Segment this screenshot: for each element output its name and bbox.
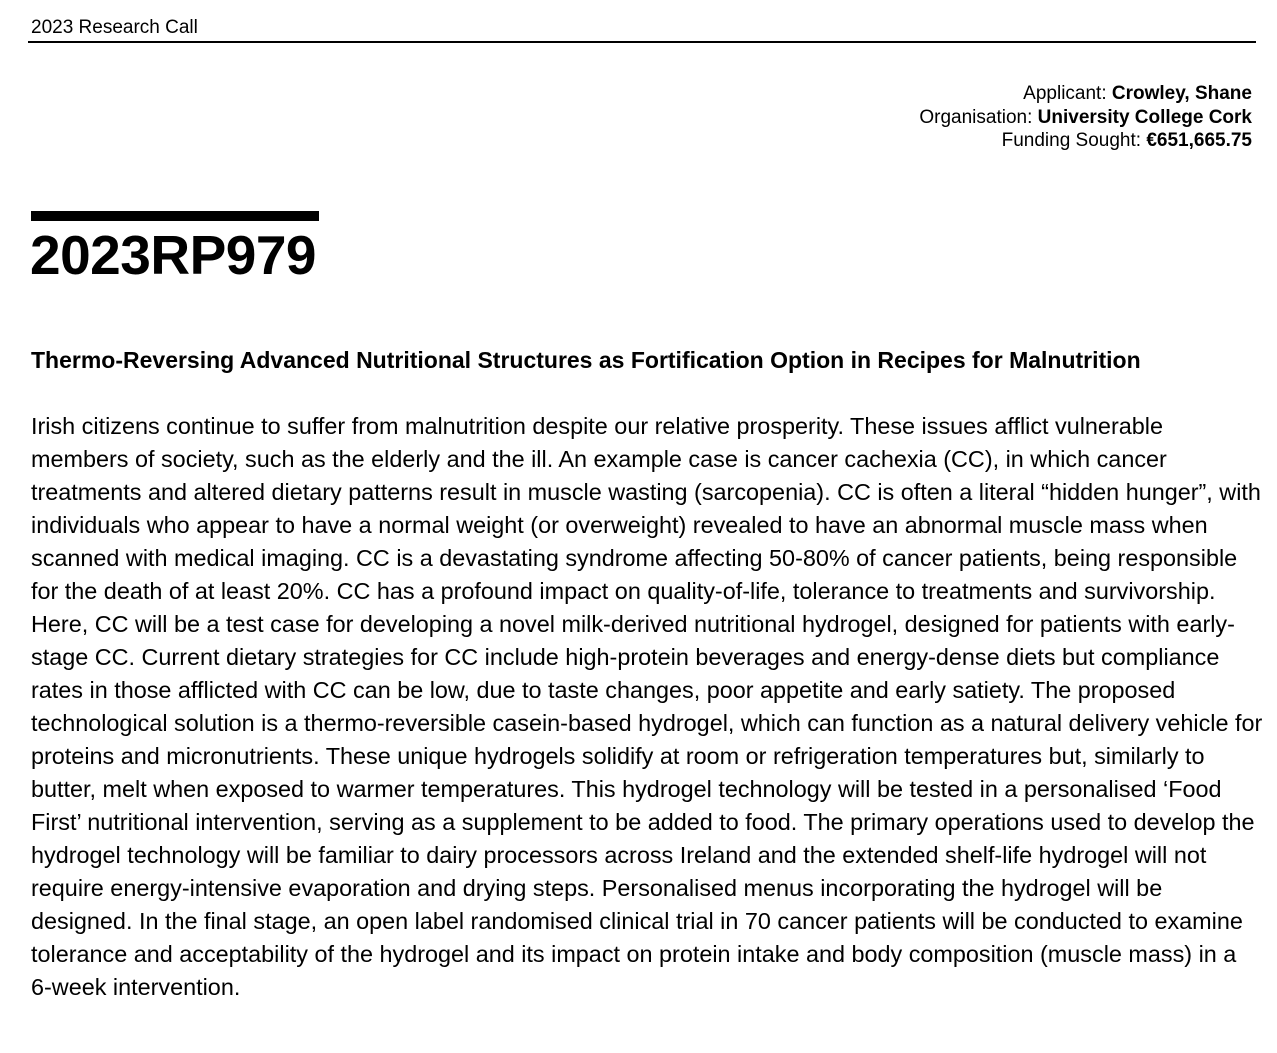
funding-label: Funding Sought: (1001, 130, 1142, 151)
project-id-bar (31, 211, 319, 221)
header-rule (28, 41, 1256, 43)
applicant-line (919, 82, 1252, 106)
applicant-details (919, 82, 1252, 153)
funding-line (919, 129, 1252, 153)
project-title: Thermo-Reversing Advanced Nutritional Structures as Fortification Option in Recipes for Malnutrition (31, 347, 1141, 373)
running-header: 2023 Research Call (31, 17, 198, 38)
organisation-name: University College Cork (1037, 106, 1252, 128)
organisation-label: Organisation: (919, 106, 1033, 128)
applicant-name: Crowley, Shane (1111, 83, 1252, 104)
organisation-line (919, 106, 1252, 130)
project-abstract: Irish citizens continue to suffer from malnutrition despite our relative prosperity. These issues afflict vulnerable members of society, such as the elderly and the ill. An example case is cancer cachexia (CC), in which cancer treatments and altered dietary patterns result in muscle wasting (sarcopenia). CC is often a literal “hidden hunger”, with individuals who appear to have a normal weight (or overweight) revealed to have an abnormal muscle mass when scanned with medical imaging. CC is a devastating syndrome affecting 50-80% of cancer patients, being responsible for the death of at least 20%. CC has a profound impact on quality-of-life, tolerance to treatments and survivorship. Here, CC will be a test case for developing a novel milk-derived nutritional hydrogel, designed for patients with early-stage CC. Current dietary strategies for CC include high-protein beverages and energy-dense diets but compliance rates in those afflicted with CC can be low, due to taste changes, poor appetite and early satiety. The proposed technological solution is a thermo-reversible casein-based hydrogel, which can function as a natural delivery vehicle for proteins and micronutrients. These unique hydrogels solidify at room or refrigeration temperatures but, similarly to butter, melt when exposed to warmer temperatures. This hydrogel technology will be tested in a personalised ‘Food First’ nutritional intervention, serving as a supplement to be added to food. The primary operations used to develop the hydrogel technology will be familiar to dairy processors across Ireland and the extended shelf-life hydrogel will not require energy-intensive evaporation and drying steps. Personalised menus incorporating the hydrogel will be designed. In the final stage, an open label randomised clinical trial in 70 cancer patients will be conducted to examine tolerance and acceptability of the hydrogel and its impact on protein intake and body composition (muscle mass) in a 6-week intervention. (31, 413, 1263, 1000)
project-id: 2023RP979 (30, 224, 317, 286)
funding-amount: €651,665.75 (1146, 130, 1252, 151)
applicant-label: Applicant: (1023, 83, 1107, 104)
